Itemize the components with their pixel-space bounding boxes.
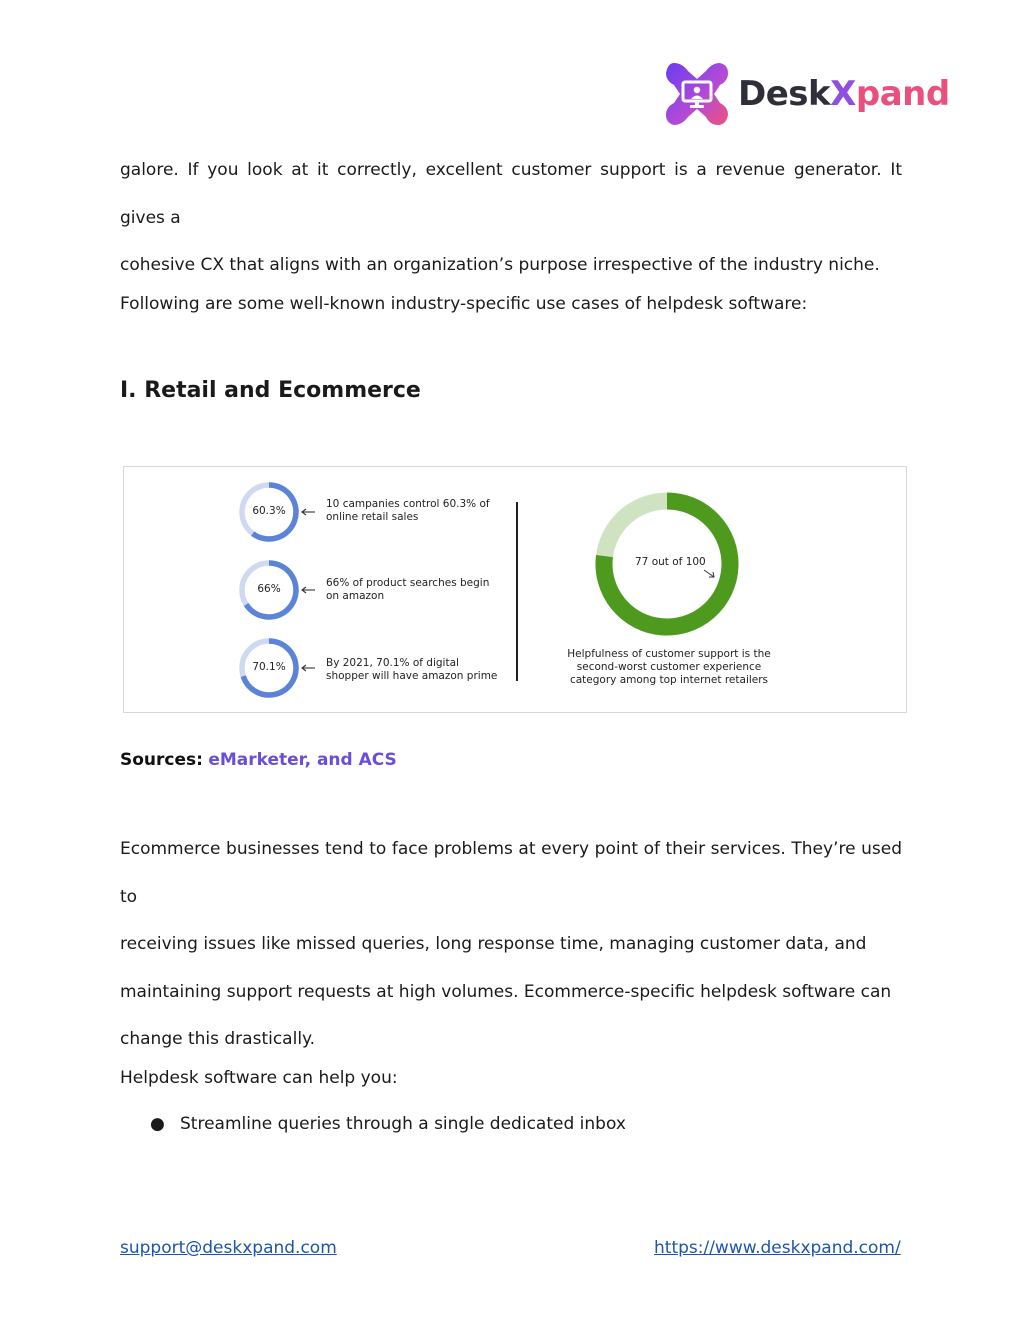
stat-1-line-2: online retail sales xyxy=(326,511,419,523)
stat-3-line-1: By 2021, 70.1% of digital xyxy=(326,657,459,669)
brand-x: X xyxy=(830,74,856,114)
caption-line-3: category among top internet retailers xyxy=(569,674,769,686)
stats-figure xyxy=(123,466,907,713)
helpdesk-intro-text: Helpdesk software can help you: xyxy=(120,1068,398,1088)
list-item xyxy=(150,1114,626,1134)
brand-name xyxy=(738,74,950,114)
donut-big-caption xyxy=(544,648,794,687)
ecommerce-line-2: receiving issues like missed queries, long response time, managing customer data, and xyxy=(120,934,867,954)
following-paragraph xyxy=(120,281,902,329)
stat-1-text xyxy=(326,498,490,524)
sources-line xyxy=(120,750,397,770)
stat-2-text xyxy=(326,577,489,603)
following-text: Following are some well-known industry-specific use cases of helpdesk software: xyxy=(120,294,808,314)
ecommerce-line-1: Ecommerce businesses tend to face problems at every point of their services. They’re used to xyxy=(120,839,902,907)
brand-pand: pand xyxy=(855,74,950,114)
brand-desk: Desk xyxy=(738,74,831,114)
caption-line-2: second-worst customer experience xyxy=(576,661,762,673)
monitor-person-icon xyxy=(664,61,730,127)
intro-paragraph xyxy=(120,147,902,290)
stat-2-line-1: 66% of product searches begin xyxy=(326,577,490,589)
footer-url-link[interactable]: https://www.deskxpand.com/ xyxy=(654,1238,901,1258)
caption-line-1: Helpfulness of customer support is the xyxy=(567,648,771,660)
bullet-text: Streamline queries through a single dedicated inbox xyxy=(180,1114,626,1134)
stat-3-line-2: shopper will have amazon prime xyxy=(326,670,498,682)
stat-2-line-2: on amazon xyxy=(326,590,385,602)
stat-3-text xyxy=(326,657,497,683)
footer-email-link[interactable]: support@deskxpand.com xyxy=(120,1238,337,1258)
sources-label: Sources: xyxy=(120,750,203,770)
sources-link[interactable]: eMarketer, and ACS xyxy=(208,750,397,770)
ecommerce-line-4: change this drastically. xyxy=(120,1029,316,1049)
bullet-marker: ● xyxy=(150,1114,165,1134)
intro-line-2: cohesive CX that aligns with an organization’s purpose irrespective of the industry niche. xyxy=(120,255,880,275)
diagonal-arrow-icon xyxy=(704,570,714,577)
donut-3-label: 70.1% xyxy=(252,661,286,673)
brand-logo xyxy=(664,61,950,127)
left-arrow-icon xyxy=(302,509,315,671)
helpdesk-intro-paragraph xyxy=(120,1055,902,1103)
donut-big-label: 77 out of 100 xyxy=(635,556,706,568)
ecommerce-paragraph xyxy=(120,826,902,1064)
stat-1-line-1: 10 campanies control 60.3% of xyxy=(326,498,490,510)
ecommerce-line-3: maintaining support requests at high volumes. Ecommerce-specific helpdesk software can xyxy=(120,981,892,1002)
donut-1-label: 60.3% xyxy=(252,505,286,517)
donut-2-label: 66% xyxy=(257,583,281,595)
intro-line-1: galore. If you look at it correctly, excellent customer support is a revenue generator. It gives a xyxy=(120,160,902,228)
section-heading: I. Retail and Ecommerce xyxy=(120,378,421,403)
